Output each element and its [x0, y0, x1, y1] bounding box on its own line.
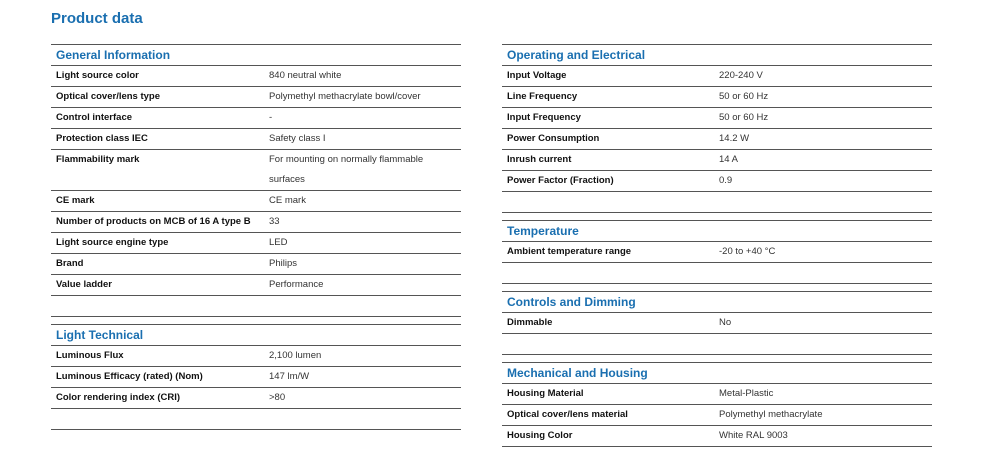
row-label: Light source engine type [56, 237, 169, 248]
row-label: Optical cover/lens material [507, 409, 628, 420]
table-row [51, 129, 461, 150]
table-row [51, 108, 461, 129]
row-label: Ambient temperature range [507, 246, 632, 257]
section-title: Operating and Electrical [502, 44, 932, 66]
page-title: Product data [51, 10, 143, 27]
row-value: 50 or 60 Hz [719, 91, 769, 102]
table-row [502, 108, 932, 129]
row-label: Flammability mark [56, 154, 140, 165]
table-row [502, 313, 932, 334]
row-label: Color rendering index (CRI) [56, 392, 181, 403]
table-row [51, 254, 461, 275]
section-mechanical-housing [502, 362, 932, 447]
empty-row [502, 192, 932, 213]
row-label: Input Voltage [507, 70, 567, 81]
table-row [502, 384, 932, 405]
table-row [502, 171, 932, 192]
row-label: Power Consumption [507, 133, 600, 144]
empty-row [51, 409, 461, 430]
row-label: Brand [56, 258, 84, 269]
table-row [51, 346, 461, 367]
table-row [502, 129, 932, 150]
table-row [51, 233, 461, 254]
row-value: Safety class I [269, 133, 326, 144]
row-value: Metal-Plastic [719, 388, 774, 399]
row-value: Philips [269, 258, 297, 269]
table-row [51, 212, 461, 233]
table-row [502, 426, 932, 447]
section-title: Temperature [502, 220, 932, 242]
left-column [51, 44, 461, 430]
row-label: Housing Material [507, 388, 584, 399]
table-row [502, 405, 932, 426]
table-row [502, 87, 932, 108]
row-value: 147 lm/W [269, 371, 310, 382]
table-row [51, 191, 461, 212]
empty-row [502, 334, 932, 355]
section-title: General Information [51, 44, 461, 66]
row-value: CE mark [269, 195, 306, 206]
row-label: Inrush current [507, 154, 572, 165]
table-row [502, 242, 932, 263]
empty-row [51, 296, 461, 317]
row-value: 14 A [719, 154, 739, 165]
row-value: -20 to +40 °C [719, 246, 776, 257]
row-value: 0.9 [719, 175, 733, 186]
row-value: 840 neutral white [269, 70, 342, 81]
section-light-technical [51, 324, 461, 430]
table-row [51, 388, 461, 409]
row-label: Light source color [56, 70, 139, 81]
row-label: Luminous Flux [56, 350, 124, 361]
row-value: 50 or 60 Hz [719, 112, 769, 123]
section-title: Controls and Dimming [502, 291, 932, 313]
table-row [51, 66, 461, 87]
table-row [51, 275, 461, 296]
row-label: Number of products on MCB of 16 A type B [56, 216, 251, 227]
section-general-information [51, 44, 461, 317]
table-row [502, 66, 932, 87]
row-label: Housing Color [507, 430, 573, 441]
right-column [502, 44, 932, 447]
section-operating-electrical [502, 44, 932, 213]
empty-row [502, 263, 932, 284]
section-title: Mechanical and Housing [502, 362, 932, 384]
row-value: >80 [269, 392, 286, 403]
row-label: Power Factor (Fraction) [507, 175, 614, 186]
row-value: - [269, 112, 273, 123]
row-value: For mounting on normally flammable surfaces [269, 154, 424, 185]
row-value: 220-240 V [719, 70, 763, 81]
row-value: No [719, 317, 732, 328]
row-value: 33 [269, 216, 280, 227]
row-label: Optical cover/lens type [56, 91, 161, 102]
row-label: Control interface [56, 112, 133, 123]
row-label: Protection class IEC [56, 133, 148, 144]
row-label: Input Frequency [507, 112, 581, 123]
row-value: 14.2 W [719, 133, 750, 144]
table-row [51, 150, 461, 191]
section-temperature [502, 220, 932, 284]
row-label: Dimmable [507, 317, 553, 328]
table-row [51, 87, 461, 108]
row-value: LED [269, 237, 288, 248]
row-value: 2,100 lumen [269, 350, 322, 361]
row-value: Polymethyl methacrylate bowl/cover [269, 91, 421, 102]
table-row [502, 150, 932, 171]
table-row [51, 367, 461, 388]
section-title: Light Technical [51, 324, 461, 346]
row-label: CE mark [56, 195, 95, 206]
row-label: Luminous Efficacy (rated) (Nom) [56, 371, 203, 382]
row-label: Value ladder [56, 279, 112, 290]
section-controls-dimming [502, 291, 932, 355]
row-value: Performance [269, 279, 324, 290]
row-value: Polymethyl methacrylate [719, 409, 823, 420]
row-value: White RAL 9003 [719, 430, 788, 441]
row-label: Line Frequency [507, 91, 578, 102]
